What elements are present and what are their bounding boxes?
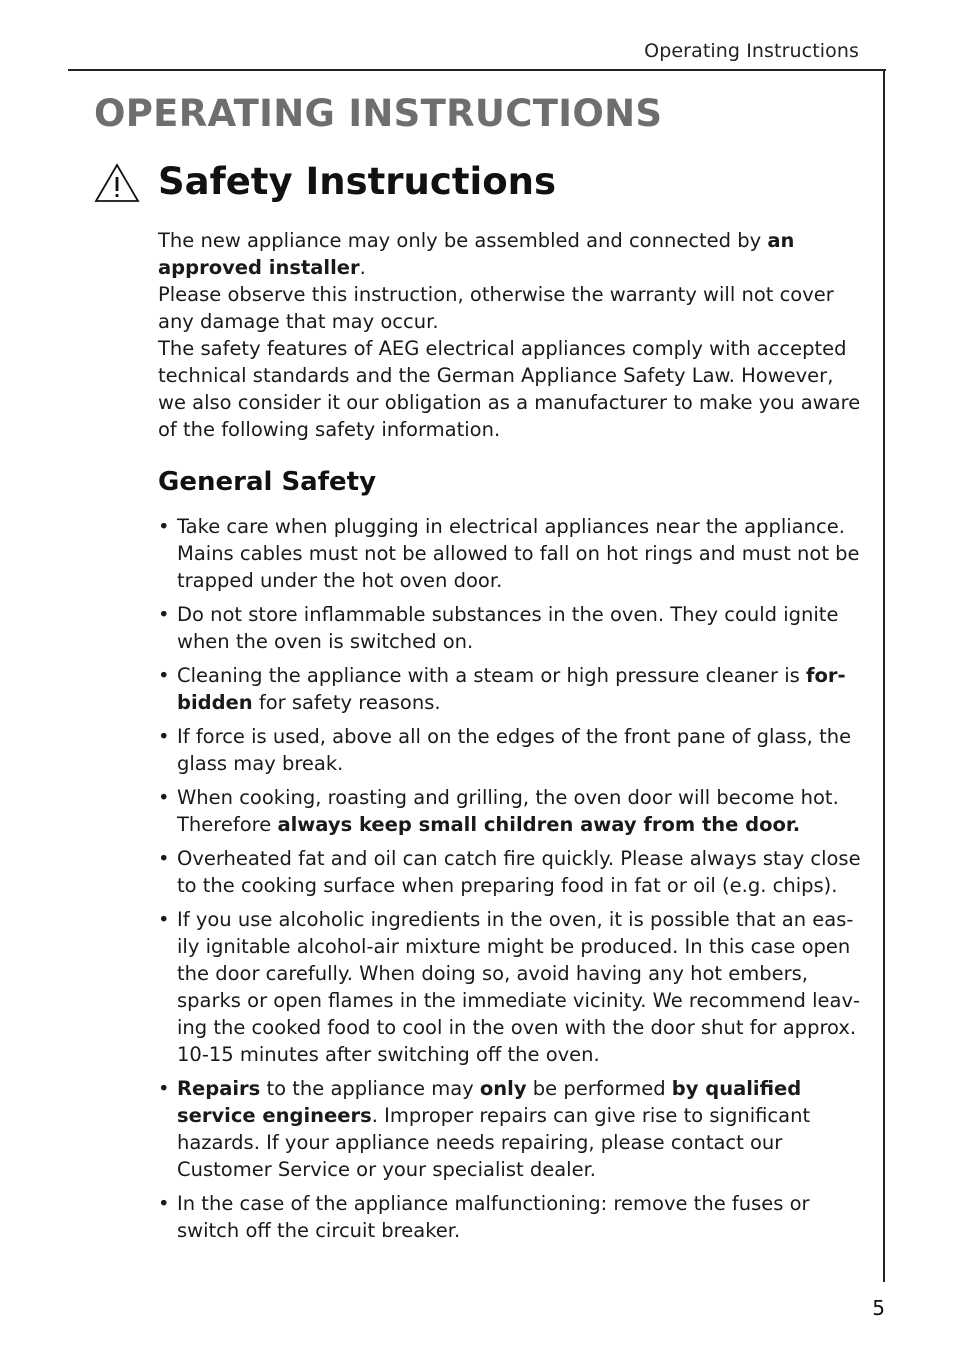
list-item: • Overheated fat and oil can catch fire quickly. Please always stay close to the cooking surface when preparing food in fat or oil (e.g. chips). [158, 845, 863, 899]
list-item: • When cooking, roasting and grilling, the oven door will become hot. Therefore always keep small children away from the door. [158, 784, 863, 838]
list-item: • If you use alcoholic ingredients in the oven, it is possible that an easily ignitable alcohol-air mixture might be produced. In this case open the door carefully. When doing so, avoid having any hot embers, sparks or open flames in the immediate vicinity. We recommend leaving the cooked food to cool in the oven with the door shut for approx. 10-15 minutes after switching off the oven. [158, 906, 863, 1068]
side-rule [883, 69, 885, 1282]
intro-text [158, 227, 863, 443]
intro-paragraph-1: The new appliance may only be assembled and connected by an approved installer. [158, 229, 795, 279]
intro-paragraph-3: The safety features of AEG electrical appliances comply with accepted technical standards and the German Appliance Safety Law. However, we also consider it our obligation as a manufacturer to make you aware of the following safety information. [158, 337, 861, 441]
safety-list [158, 513, 863, 1244]
section-title-row [94, 158, 556, 204]
list-item: • In the case of the appliance malfunctioning: remove the fuses or switch off the circuit breaker. [158, 1190, 863, 1244]
list-item: • If force is used, above all on the edges of the front pane of glass, the glass may break. [158, 723, 863, 777]
list-item: • Repairs to the appliance may only be performed by qualified service engineers. Improper repairs can give rise to significant hazards. If your appliance needs repairing, please contact our Customer Service or your specialist dealer. [158, 1075, 863, 1183]
content-area [158, 227, 863, 1251]
list-item: • Cleaning the appliance with a steam or high pressure cleaner is forbidden for safety reasons. [158, 662, 863, 716]
header-rule [68, 69, 886, 71]
running-header: Operating Instructions [644, 40, 859, 62]
list-item: • Take care when plugging in electrical appliances near the appliance. Mains cables must not be allowed to fall on hot rings and must not be trapped under the hot oven door. [158, 513, 863, 594]
page-title: OPERATING INSTRUCTIONS [94, 92, 663, 135]
intro-paragraph-2: Please observe this instruction, otherwise the warranty will not cover any damage that may occur. [158, 283, 834, 333]
page-number: 5 [872, 1296, 885, 1320]
general-safety-heading: General Safety [158, 467, 377, 497]
warning-triangle-icon [94, 162, 140, 204]
list-item: • Do not store inflammable substances in the oven. They could ignite when the oven is switched on. [158, 601, 863, 655]
section-title: Safety Instructions [158, 159, 556, 203]
